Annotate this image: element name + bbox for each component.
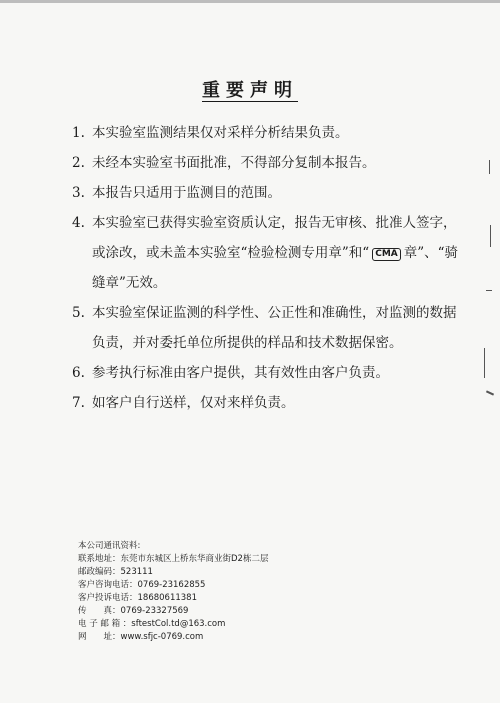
contact-inquiry-phone: 客户咨询电话：0769-23162855 (78, 580, 206, 590)
item-text-continued: 章”、“骑缝章”无效。 (92, 245, 459, 291)
item-text-group (92, 208, 462, 298)
list-item (72, 148, 462, 178)
contact-postcode: 邮政编码：523111 (78, 567, 153, 577)
scan-artifact (486, 390, 494, 395)
contact-complaint-phone: 客户投诉电话：18680611381 (78, 593, 197, 603)
item-text: 本报告只适用于监测目的范围。 (92, 185, 281, 201)
item-number: 3. (72, 185, 85, 201)
item-number: 7. (72, 395, 85, 411)
scan-edge (0, 0, 500, 3)
item-text: 如客户自行送样，仅对来样负责。 (92, 395, 295, 411)
list-item (72, 388, 462, 418)
statement-list (72, 118, 462, 418)
contact-heading: 本公司通讯资料: (78, 541, 141, 551)
item-number: 6. (72, 365, 85, 381)
item-number: 5. (72, 305, 85, 321)
item-text: 本实验室监测结果仅对采样分析结果负责。 (92, 125, 349, 141)
list-item (72, 178, 462, 208)
contact-info (78, 540, 378, 644)
item-number: 4. (72, 215, 85, 231)
scan-artifact (486, 290, 492, 291)
scan-artifact (489, 160, 490, 174)
list-item (72, 208, 462, 298)
contact-website: 网 址：www.sfjc-0769.com (78, 632, 204, 642)
item-text: 未经本实验室书面批准，不得部分复制本报告。 (92, 155, 376, 171)
item-text: 本实验室保证监测的科学性、公正性和准确性，对监测的数据负责，并对委托单位所提供的样品和技术数据保密。 (92, 305, 457, 351)
contact-email: 电 子 邮 箱 ：sftestCol.td@163.com (78, 619, 226, 629)
page-title: 重要声明 (202, 80, 298, 101)
item-number: 2. (72, 155, 85, 171)
item-number: 1. (72, 125, 85, 141)
contact-fax: 传 真：0769-23327569 (78, 606, 189, 616)
list-item (72, 298, 462, 358)
list-item (72, 358, 462, 388)
contact-address: 联系地址：东莞市东城区上桥东华商业街D2栋二层 (78, 554, 269, 564)
item-text: 本实验室已获得实验室资质认定，报告无审核、批准人签字，或涂改，或未盖本实验室“检验检测专用章”和“ (92, 215, 457, 261)
list-item (72, 118, 462, 148)
item-text: 参考执行标准由客户提供，其有效性由客户负责。 (92, 365, 389, 381)
scan-artifact (490, 225, 491, 247)
cma-mark-icon: CMA (372, 248, 401, 261)
scan-artifact (484, 348, 485, 378)
